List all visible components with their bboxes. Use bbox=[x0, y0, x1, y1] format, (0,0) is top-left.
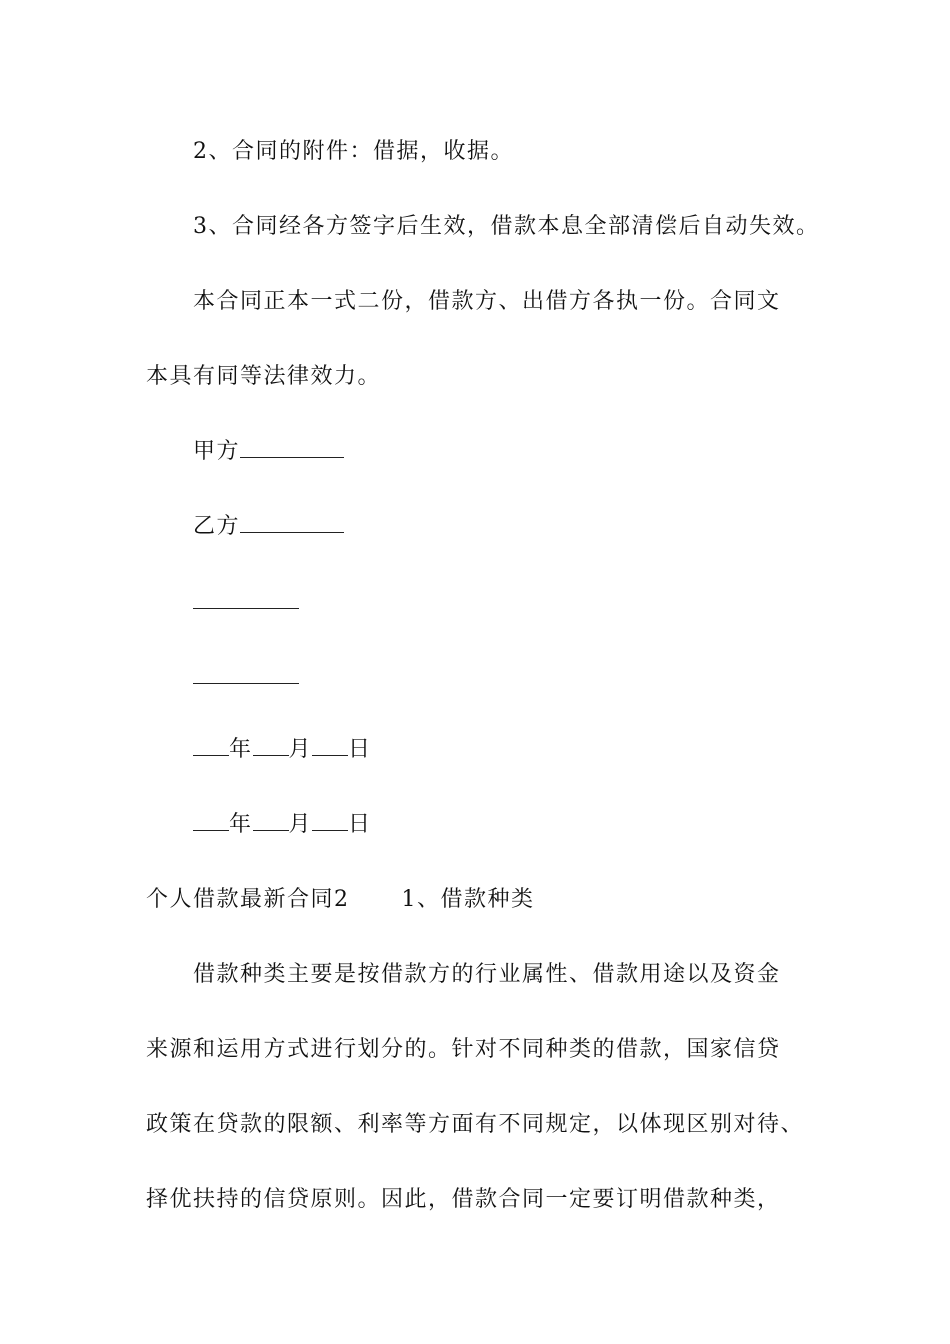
day-blank bbox=[312, 735, 348, 756]
copies-paragraph-line-1: 本合同正本一式二份，借款方、出借方各执一份。合同文 bbox=[193, 289, 781, 314]
party-a-label: 甲方 bbox=[193, 439, 241, 464]
month-label: 月 bbox=[288, 812, 313, 837]
party-b-signature-line bbox=[193, 512, 344, 542]
loan-type-heading: 1、借款种类 bbox=[401, 887, 535, 912]
party-b-label: 乙方 bbox=[193, 514, 241, 539]
loan-type-body-line-4: 择优扶持的信贷原则。因此，借款合同一定要订明借款种类， bbox=[146, 1187, 781, 1212]
day-blank bbox=[312, 810, 348, 831]
year-label: 年 bbox=[229, 737, 253, 762]
date-line-2 bbox=[193, 810, 372, 840]
month-blank bbox=[253, 735, 289, 756]
day-label: 日 bbox=[348, 812, 372, 837]
signature-blank-1 bbox=[193, 608, 299, 609]
section-2-title: 个人借款最新合同2 bbox=[146, 887, 350, 912]
clause-2-attachments: 2、合同的附件：借据，收据。 bbox=[193, 139, 514, 164]
year-blank bbox=[193, 810, 229, 831]
clause-3-effectiveness: 3、合同经各方签字后生效，借款本息全部清偿后自动失效。 bbox=[193, 214, 820, 239]
month-blank bbox=[253, 810, 289, 831]
loan-type-body-line-3: 政策在贷款的限额、利率等方面有不同规定，以体现区别对待、 bbox=[146, 1112, 805, 1137]
copies-paragraph-line-2: 本具有同等法律效力。 bbox=[146, 364, 382, 389]
year-label: 年 bbox=[229, 812, 253, 837]
loan-type-body-line-2: 来源和运用方式进行划分的。针对不同种类的借款，国家信贷 bbox=[146, 1037, 781, 1062]
party-b-signature-blank bbox=[240, 512, 344, 533]
loan-type-body-line-1: 借款种类主要是按借款方的行业属性、借款用途以及资金 bbox=[193, 962, 781, 987]
date-line-1 bbox=[193, 735, 372, 765]
signature-blank-2 bbox=[193, 683, 299, 684]
day-label: 日 bbox=[348, 737, 372, 762]
year-blank bbox=[193, 735, 229, 756]
party-a-signature-blank bbox=[240, 437, 344, 458]
section-2-heading-line bbox=[146, 885, 535, 915]
party-a-signature-line bbox=[193, 437, 344, 467]
month-label: 月 bbox=[288, 737, 313, 762]
